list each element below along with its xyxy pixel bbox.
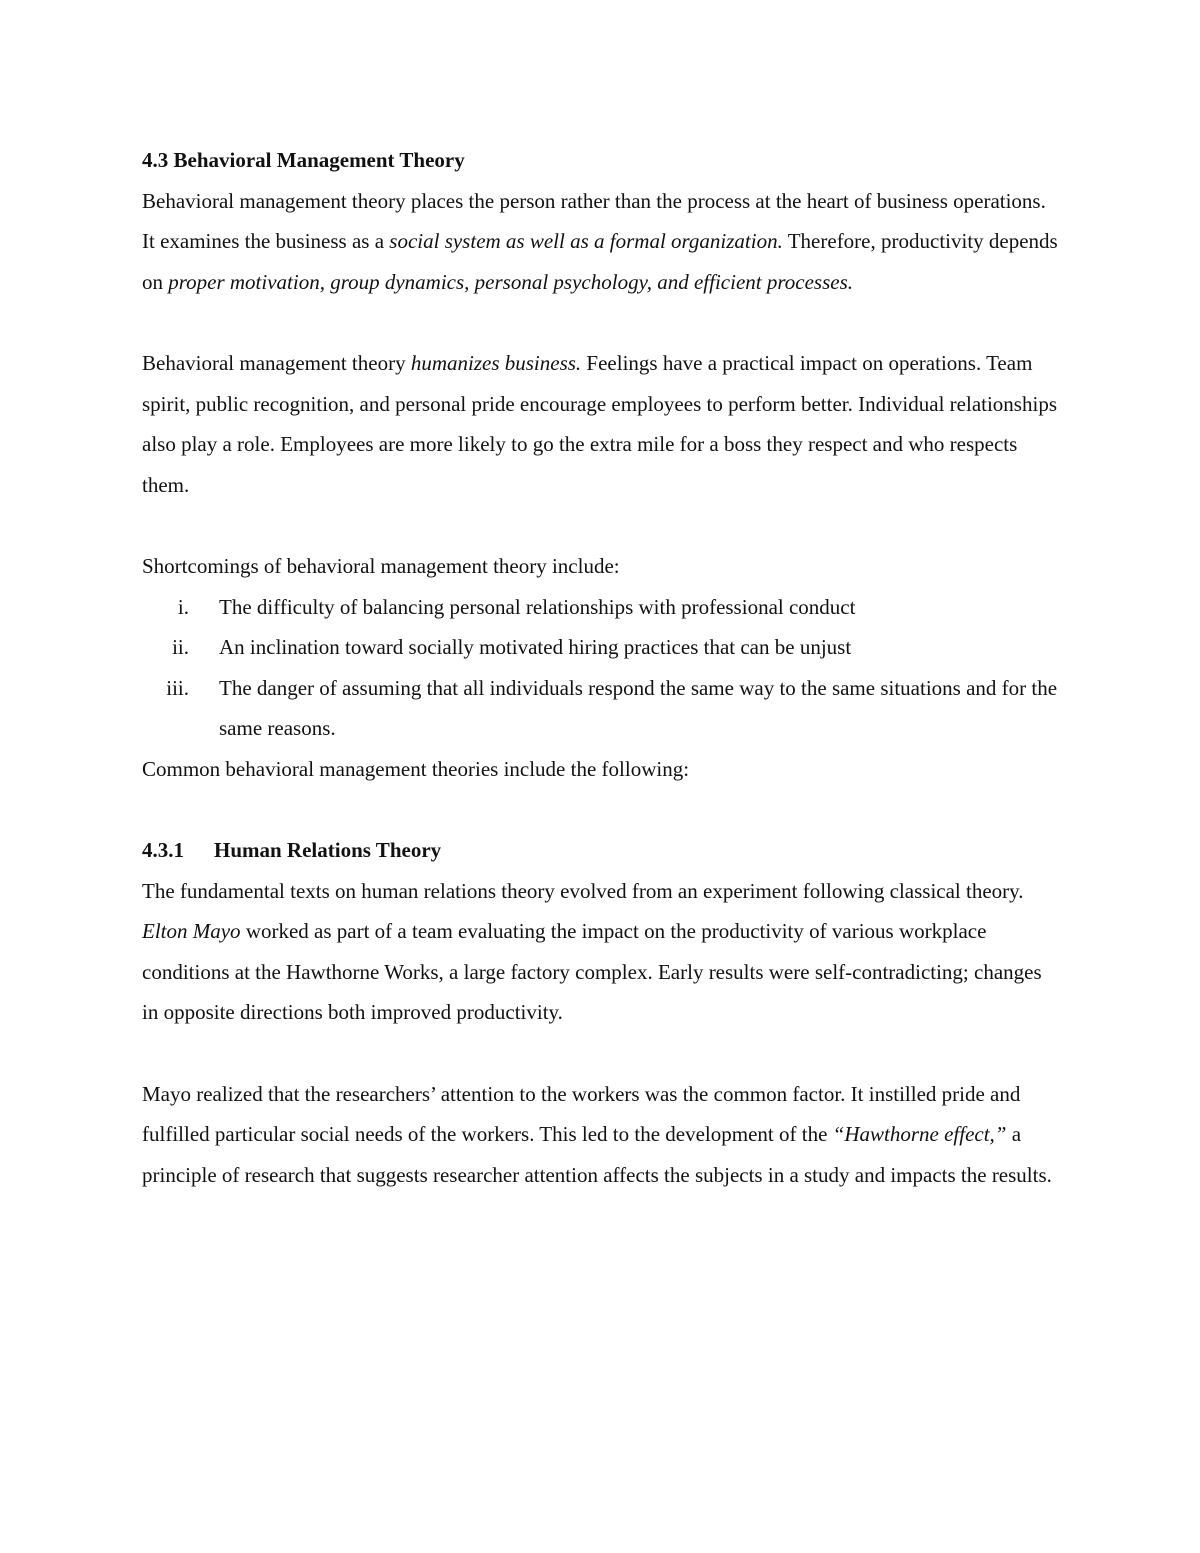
- list-number: iii.: [166, 675, 189, 700]
- shortcomings-list: [142, 587, 1062, 749]
- italic-run: humanizes business.: [410, 350, 582, 375]
- list-item: [142, 627, 1062, 668]
- subsection-paragraph-1: [142, 871, 1062, 1033]
- subsection-number: 4.3.1: [142, 838, 184, 863]
- italic-run: Elton Mayo: [142, 919, 241, 944]
- paragraph-gap: [142, 302, 1062, 343]
- subsection-heading: [142, 830, 1062, 871]
- italic-run: social system as well as a formal organization.: [389, 229, 783, 254]
- paragraph-gap: [142, 1033, 1062, 1074]
- italic-run: proper motivation, group dynamics, personal psychology, and efficient processes.: [168, 269, 853, 294]
- subsection-paragraph-2: [142, 1074, 1062, 1196]
- shortcomings-intro: Shortcomings of behavioral management theory include:: [142, 553, 620, 578]
- text-run: worked as part of a team evaluating the impact on the productivity of various workplace conditions at the Hawthorne Works, a large factory complex. Early results were self-contradicting; changes in opposite directions both improved productivity.: [142, 919, 1042, 1025]
- list-text: The danger of assuming that all individuals respond the same way to the same situations and for the same reasons.: [219, 675, 1058, 741]
- paragraph-gap: [142, 790, 1062, 831]
- list-number: i.: [177, 594, 189, 619]
- text-run: Mayo realized that the researchers’ attention to the workers was the common factor. It instilled pride and fulfilled particular social needs of the workers. This led to the development of the: [142, 1081, 1021, 1147]
- text-run: Behavioral management theory: [142, 350, 411, 375]
- section-paragraph-1: [142, 181, 1062, 303]
- document-page: [142, 140, 1062, 1195]
- list-item: [142, 587, 1062, 628]
- list-number: ii.: [172, 635, 189, 660]
- section-heading: 4.3 Behavioral Management Theory: [142, 148, 465, 172]
- text-run: Feelings have a practical impact on operations. Team spirit, public recognition, and personal pride encourage employees to perform better. Individual relationships also play a role. Employees are more likely to go the extra mile for a boss they respect and who respects them.: [142, 350, 1057, 497]
- italic-run: “Hawthorne effect,”: [832, 1122, 1007, 1147]
- list-item: [142, 668, 1062, 749]
- list-text: The difficulty of balancing personal relationships with professional conduct: [219, 594, 856, 619]
- text-run: a principle of research that suggests researcher attention affects the subjects in a study and impacts the results.: [142, 1122, 1052, 1187]
- text-run: The fundamental texts on human relations theory evolved from an experiment following classical theory.: [142, 878, 1024, 903]
- subsection-title: Human Relations Theory: [214, 838, 442, 863]
- list-text: An inclination toward socially motivated hiring practices that can be unjust: [219, 635, 852, 660]
- section-paragraph-2: [142, 343, 1062, 505]
- text-run: Therefore, productivity depends on: [142, 229, 1058, 294]
- paragraph-gap: [142, 505, 1062, 546]
- text-run: Behavioral management theory places the person rather than the process at the heart of business operations. It examines the business as a: [142, 188, 1046, 254]
- theories-intro: Common behavioral management theories include the following:: [142, 756, 690, 781]
